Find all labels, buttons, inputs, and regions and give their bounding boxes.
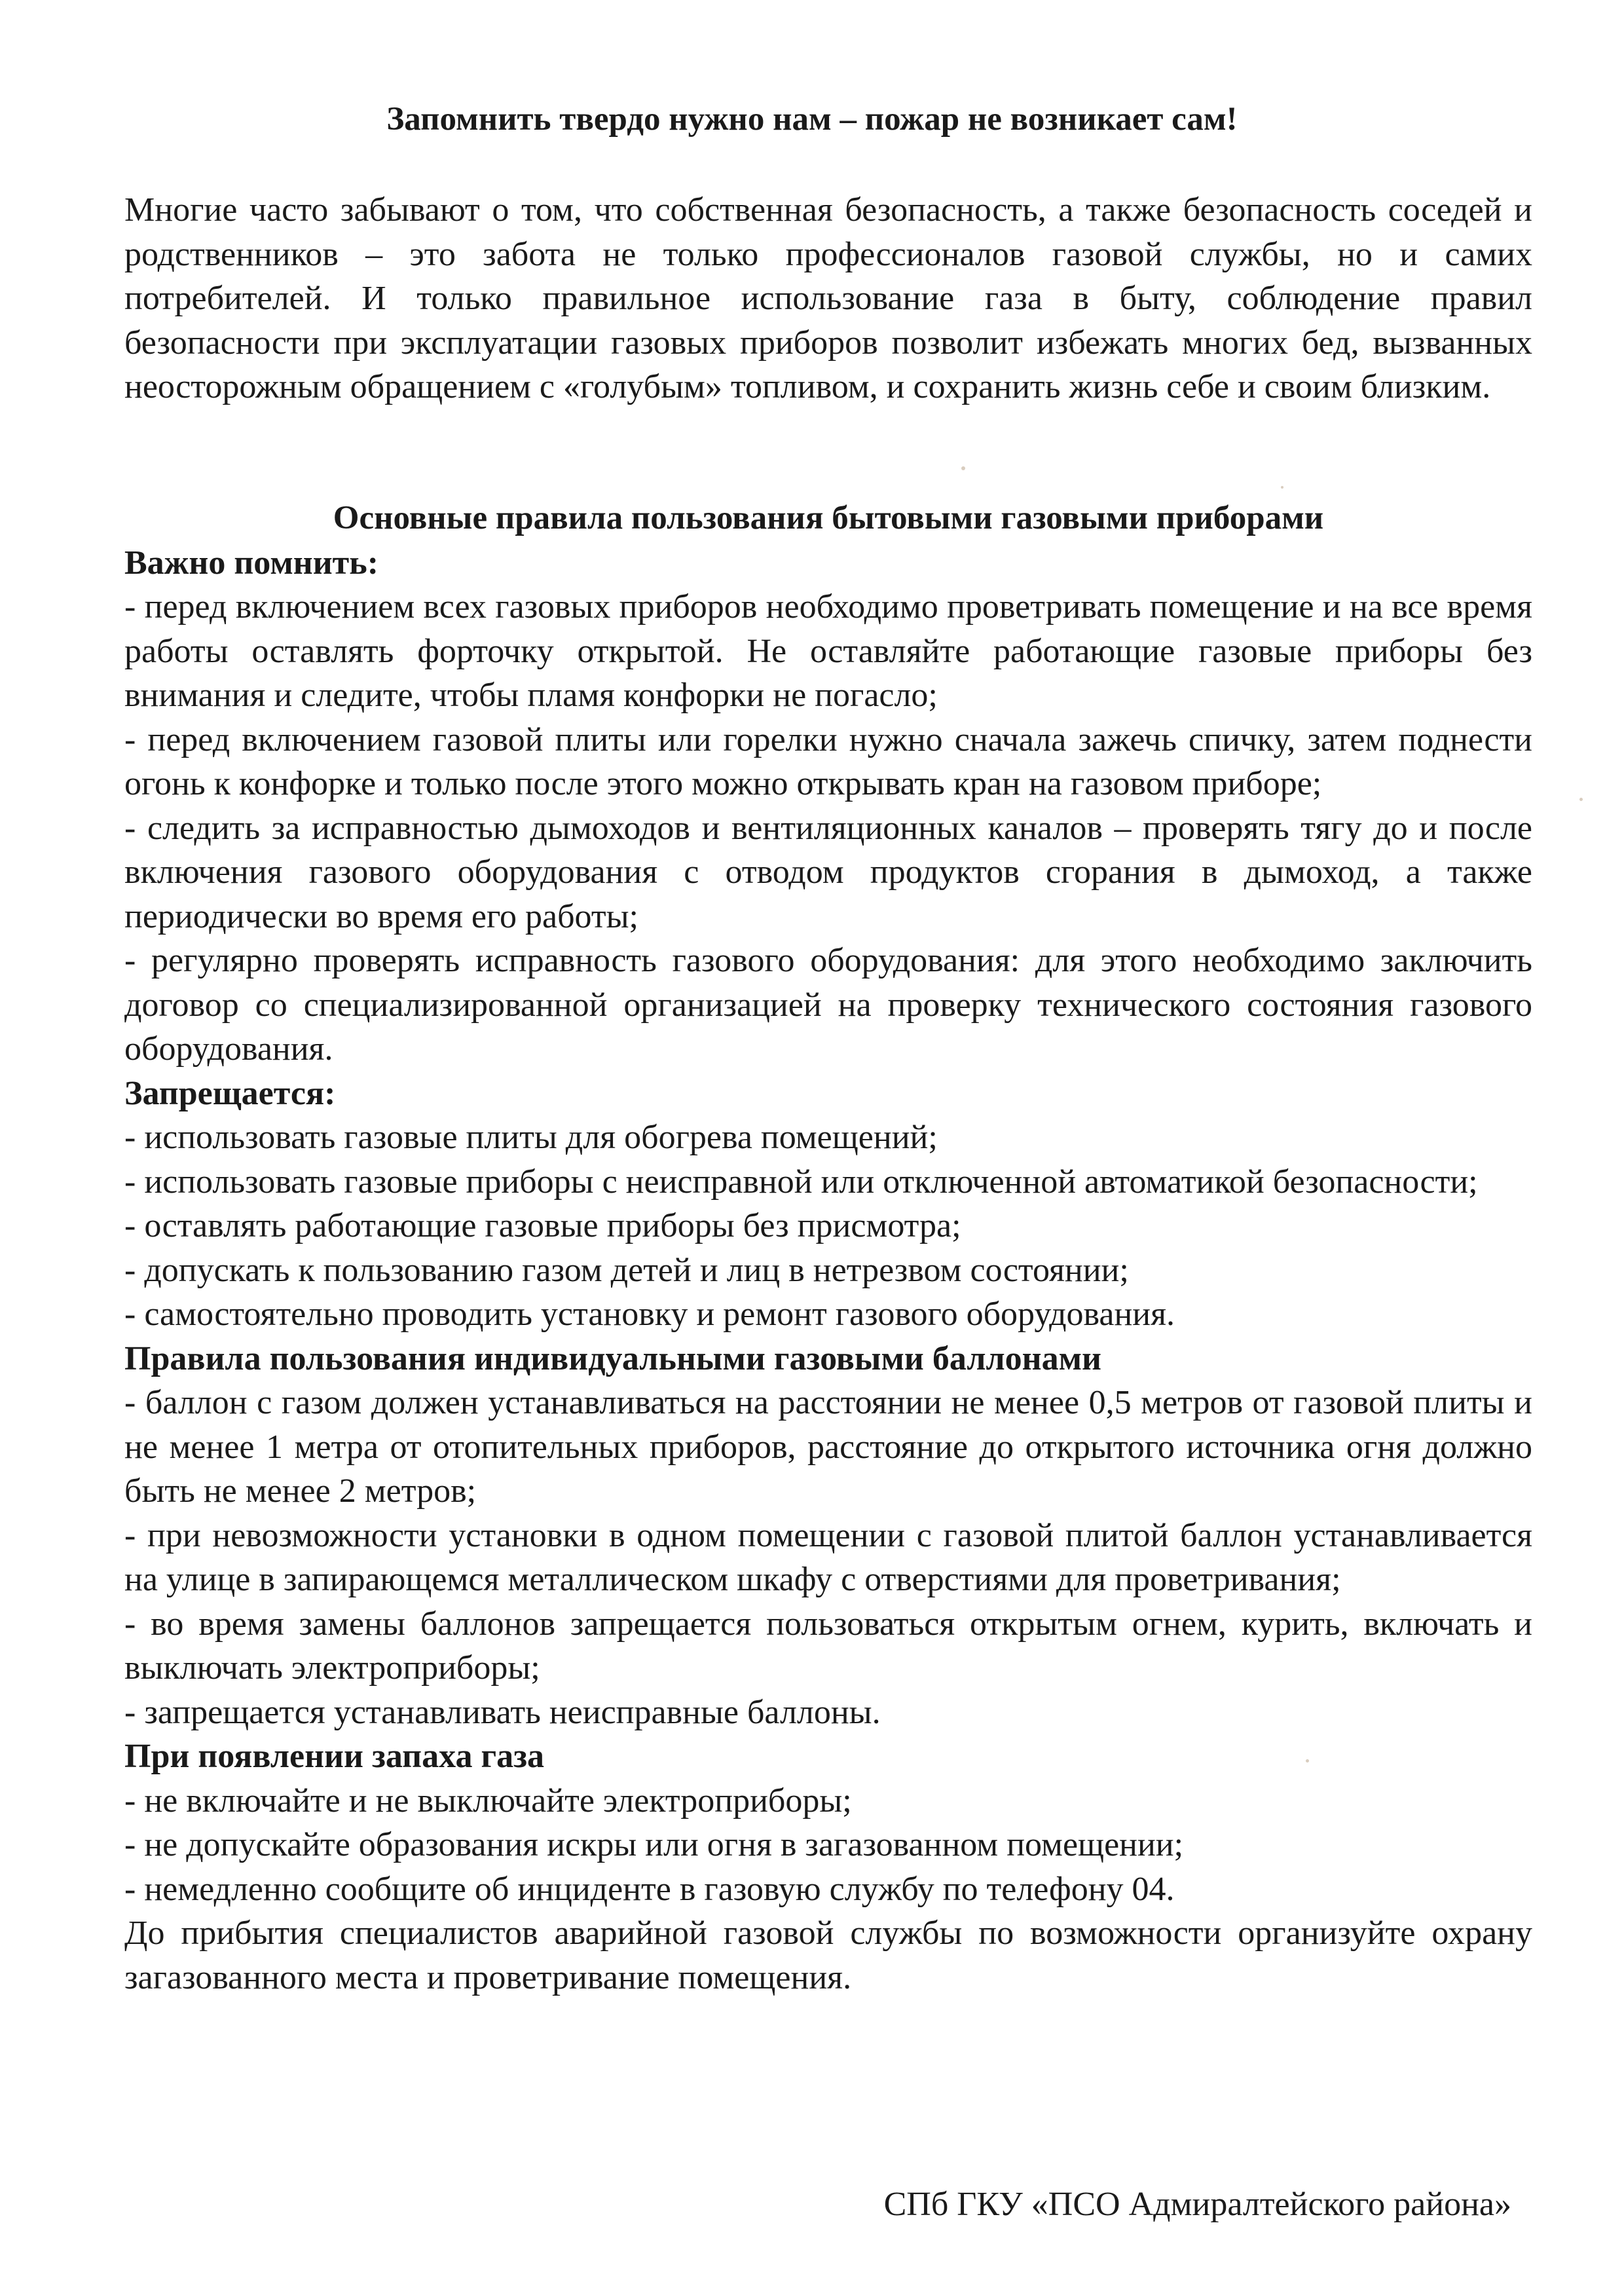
list-item: - следить за исправностью дымоходов и вентиляционных каналов – проверять тягу до и после включения газового оборудования с отводом продуктов сгорания в дымоход, а также периодически во время его работы; (124, 809, 1532, 935)
list-item: - при невозможности установки в одном помещении с газовой плитой баллон устанавливается на улице в запирающемся металлическом шкафу с отверстиями для проветривания; (124, 1516, 1532, 1598)
list-item: - баллон с газом должен устанавливаться на расстоянии не менее 0,5 метров от газовой плиты и не менее 1 метра от отопительных приборов, расстояние до открытого источника огня должно быть не менее 2 метров; (124, 1384, 1532, 1510)
scan-speck (1281, 486, 1283, 489)
rules-block (124, 496, 1532, 2000)
list-item: - самостоятельно проводить установку и ремонт газового оборудования. (124, 1296, 1175, 1333)
document-title: Запомнить твердо нужно нам – пожар не возникает сам! (386, 101, 1238, 138)
list-item: - регулярно проверять исправность газового оборудования: для этого необходимо заключить договор со специализированной организацией на проверку технического состояния газового оборудования. (124, 942, 1532, 1068)
list-item: - использовать газовые приборы с неисправной или отключенной автоматикой безопасности; (124, 1163, 1478, 1201)
forbidden-heading: Запрещается: (124, 1074, 336, 1112)
scan-speck (1579, 798, 1583, 801)
list-item: - запрещается устанавливать неисправные баллоны. (124, 1693, 881, 1731)
list-item: - во время замены баллонов запрещается пользоваться открытым огнем, курить, включать и выключать электроприборы; (124, 1605, 1532, 1687)
list-item: - использовать газовые плиты для обогрева помещений; (124, 1119, 938, 1156)
rules-heading: Основные правила пользования бытовыми газовыми приборами (333, 500, 1324, 536)
closing-paragraph: До прибытия специалистов аварийной газовой службы по возможности организуйте охрану загазованного места и проветривание помещения. (124, 1914, 1532, 1996)
list-item: - немедленно сообщите об инциденте в газовую службу по телефону 04. (124, 1870, 1175, 1908)
list-item: - не включайте и не выключайте электроприборы; (124, 1782, 852, 1819)
intro-paragraph: Многие часто забывают о том, что собственная безопасность, а также безопасность соседей и родственников – это забота не только профессионалов газовой службы, но и самих потребителей. И только правильное использование газа в быту, соблюдение правил безопасности при эксплуатации газовых приборов позволит избежать многих бед, вызванных неосторожным обращением с «голубым» топливом, и сохранить жизнь себе и своим близким. (124, 191, 1532, 405)
list-item: - перед включением газовой плиты или горелки нужно сначала зажечь спичку, затем поднести огонь к конфорке и только после этого можно открывать кран на газовом приборе; (124, 720, 1532, 802)
intro-block (124, 188, 1532, 409)
list-item: - оставлять работающие газовые приборы без присмотра; (124, 1207, 961, 1244)
gas-smell-heading: При появлении запаха газа (124, 1738, 544, 1775)
list-item: - не допускайте образования искры или огня в загазованном помещении; (124, 1826, 1184, 1863)
signature: СПб ГКУ «ПСО Адмиралтейского района» (883, 2186, 1511, 2223)
scan-speck (961, 466, 965, 470)
cylinders-heading: Правила пользования индивидуальными газовыми баллонами (124, 1339, 1102, 1377)
list-item: - допускать к пользованию газом детей и лиц в нетрезвом состоянии; (124, 1251, 1129, 1289)
scan-speck (1306, 1759, 1309, 1763)
important-heading: Важно помнить: (124, 544, 379, 582)
list-item: - перед включением всех газовых приборов необходимо проветривать помещение и на все время работы оставлять форточку открытой. Не оставляйте работающие газовые приборы без внимания и следите, чтобы пламя конфорки не погасло; (124, 588, 1532, 714)
